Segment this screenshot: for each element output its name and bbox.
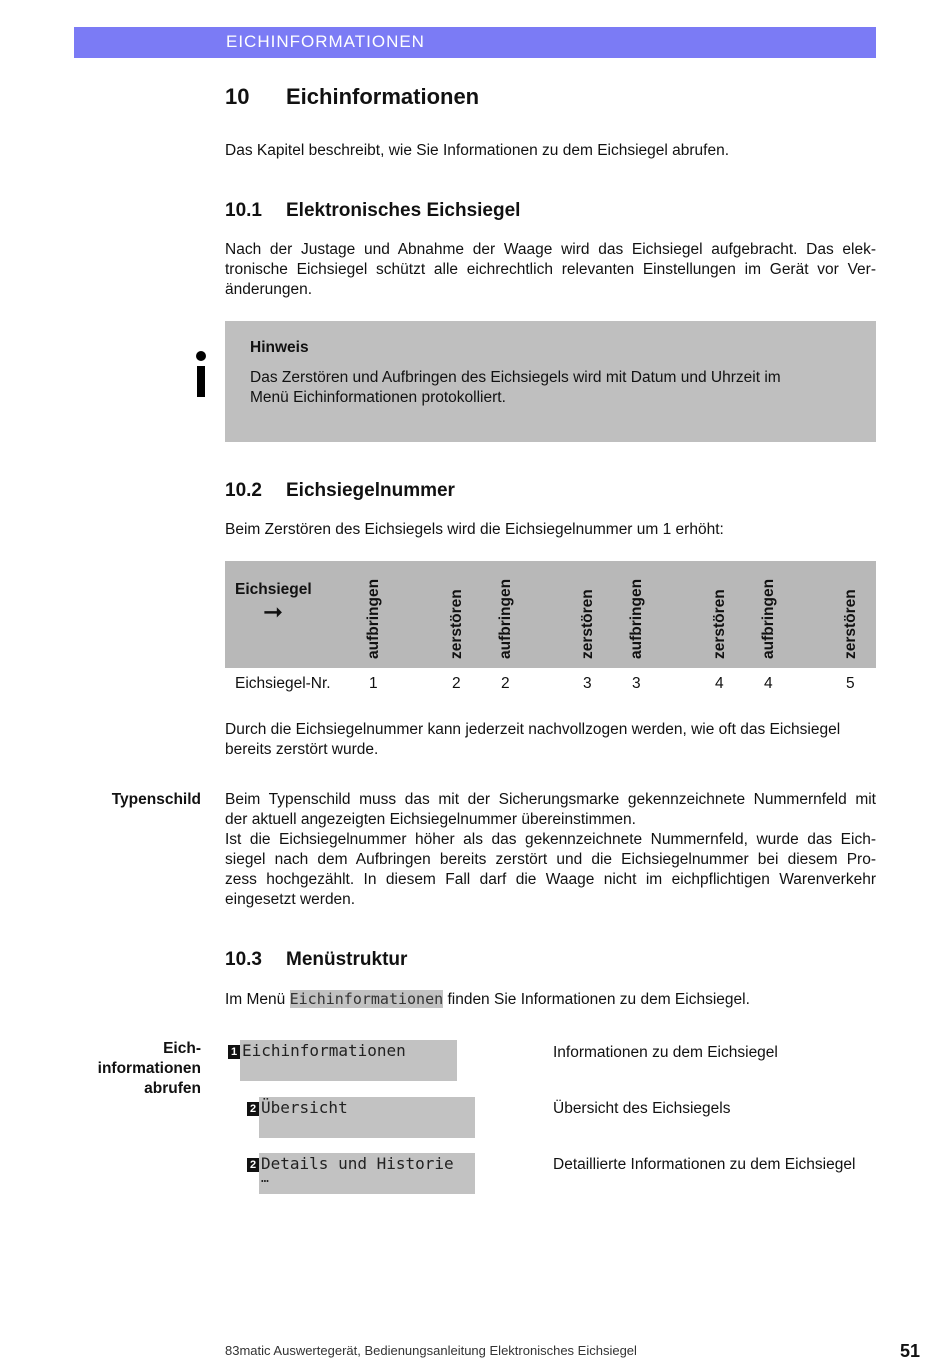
table-seal-number: 2 <box>501 675 510 692</box>
menu-display-details-historie[interactable] <box>259 1153 475 1194</box>
menu-level-badge: 1 <box>228 1045 240 1059</box>
section-10-2-after-line: bereits zerstört wurde. <box>225 741 379 758</box>
menu-description: Informationen zu dem Eichsiegel <box>553 1044 778 1061</box>
section-header-bar <box>74 27 876 58</box>
typenschild-line: Beim Typenschild muss das mit der Sicherungsmarke gekennzeichnete Nummernfeld mit <box>225 791 876 808</box>
menu-side-label-line: abrufen <box>144 1080 201 1097</box>
section-10-2-number: 10.2 <box>225 480 262 501</box>
chapter-title: Eichinformationen <box>286 84 480 109</box>
info-icon <box>192 351 210 399</box>
menu-description: Detaillierte Informationen zu dem Eichsiegel <box>553 1156 856 1173</box>
chapter-intro: Das Kapitel beschreibt, wie Sie Informationen zu dem Eichsiegel abrufen. <box>225 142 730 159</box>
intro-text: finden Sie Informationen zu dem Eichsiegel. <box>443 991 750 1008</box>
seal-table-header <box>225 561 876 668</box>
table-action-label: aufbringen <box>365 578 382 659</box>
menu-side-label-line: informationen <box>97 1060 201 1077</box>
section-10-1-paragraph-line: änderungen. <box>225 281 313 298</box>
table-action-label: zerstören <box>448 589 465 659</box>
page-number: 51 <box>900 1341 921 1361</box>
typenschild-line: Ist die Eichsiegelnummer höher als das gekennzeichnete Nummernfeld, wurde das Eich- <box>225 831 876 848</box>
table-seal-number: 2 <box>452 675 461 692</box>
menu-reference: Eichinformationen <box>289 990 444 1008</box>
intro-text: Im Menü <box>225 991 290 1008</box>
chapter-number: 10 <box>225 84 250 109</box>
table-action-label: zerstören <box>579 589 596 659</box>
section-10-1-paragraph-line: tronische Eichsiegel schützt alle eichrechtlich relevanten Einstellungen im Gerät vor Ver- <box>225 261 876 278</box>
menu-display-text: Details und Historie <box>261 1154 454 1173</box>
section-header-title: EICHINFORMATIONEN <box>226 32 425 51</box>
menu-level-badge: 2 <box>247 1158 259 1172</box>
typenschild-line: siegel nach dem Aufbringen bereits zerstört und die Eichsiegelnummer bei diesem Pro- <box>225 851 876 868</box>
table-action-label: aufbringen <box>497 578 514 659</box>
menu-display-uebersicht[interactable] <box>259 1097 475 1138</box>
menu-description: Übersicht des Eichsiegels <box>553 1100 731 1117</box>
table-seal-number: 1 <box>369 675 378 692</box>
note-text-line: Das Zerstören und Aufbringen des Eichsiegels wird mit Datum und Uhrzeit im <box>250 369 781 386</box>
table-seal-number: 3 <box>632 675 641 692</box>
note-title: Hinweis <box>250 339 309 356</box>
section-10-2-title: Eichsiegelnummer <box>286 480 455 501</box>
section-10-3-title: Menüstruktur <box>286 949 408 970</box>
table-row-label-number: Eichsiegel-Nr. <box>235 675 331 692</box>
section-10-3-intro <box>225 989 750 1010</box>
menu-display-text: Übersicht <box>261 1098 348 1117</box>
table-seal-number: 3 <box>583 675 592 692</box>
arrow-right-icon: ➞ <box>263 599 284 626</box>
menu-display-ellipsis: … <box>261 1171 269 1186</box>
footer-text: 83matic Auswertegerät, Bedienungsanleitung Elektronisches Eichsiegel <box>225 1343 637 1358</box>
menu-level-badge: 2 <box>247 1102 259 1116</box>
menu-side-label-line: Eich- <box>163 1040 201 1057</box>
section-10-1-paragraph-line: Nach der Justage und Abnahme der Waage wird das Eichsiegel aufgebracht. Das elek- <box>225 241 876 258</box>
typenschild-line: eingesetzt werden. <box>225 891 356 908</box>
table-seal-number: 4 <box>764 675 773 692</box>
section-10-1-number: 10.1 <box>225 200 262 221</box>
section-10-3-number: 10.3 <box>225 949 262 970</box>
table-action-label: zerstören <box>711 589 728 659</box>
table-action-label: aufbringen <box>628 578 645 659</box>
menu-side-label <box>74 1039 201 1099</box>
section-10-1-title: Elektronisches Eichsiegel <box>286 200 521 221</box>
table-action-label: zerstören <box>842 589 859 659</box>
menu-display-text: Eichinformationen <box>242 1041 406 1060</box>
typenschild-side-label: Typenschild <box>111 791 201 808</box>
typenschild-line: der aktuell angezeigten Eichsiegelnummer übereinstimmen. <box>225 811 636 828</box>
table-action-label: aufbringen <box>760 578 777 659</box>
note-box <box>225 321 876 442</box>
typenschild-line: zess hochgezählt. In diesem Fall darf die Waage nicht im eichpflichtigen Warenverkehr <box>225 871 876 888</box>
table-row-label-eichsiegel: Eichsiegel <box>235 581 312 598</box>
menu-display-eichinformationen[interactable] <box>240 1040 457 1081</box>
section-10-2-after-line: Durch die Eichsiegelnummer kann jederzeit nachvollzogen werden, wie oft das Eichsiegel <box>225 721 841 738</box>
table-seal-number: 4 <box>715 675 724 692</box>
table-seal-number: 5 <box>846 675 855 692</box>
note-text-line: Menü Eichinformationen protokolliert. <box>250 389 506 406</box>
section-10-2-intro: Beim Zerstören des Eichsiegels wird die Eichsiegelnummer um 1 erhöht: <box>225 521 724 538</box>
